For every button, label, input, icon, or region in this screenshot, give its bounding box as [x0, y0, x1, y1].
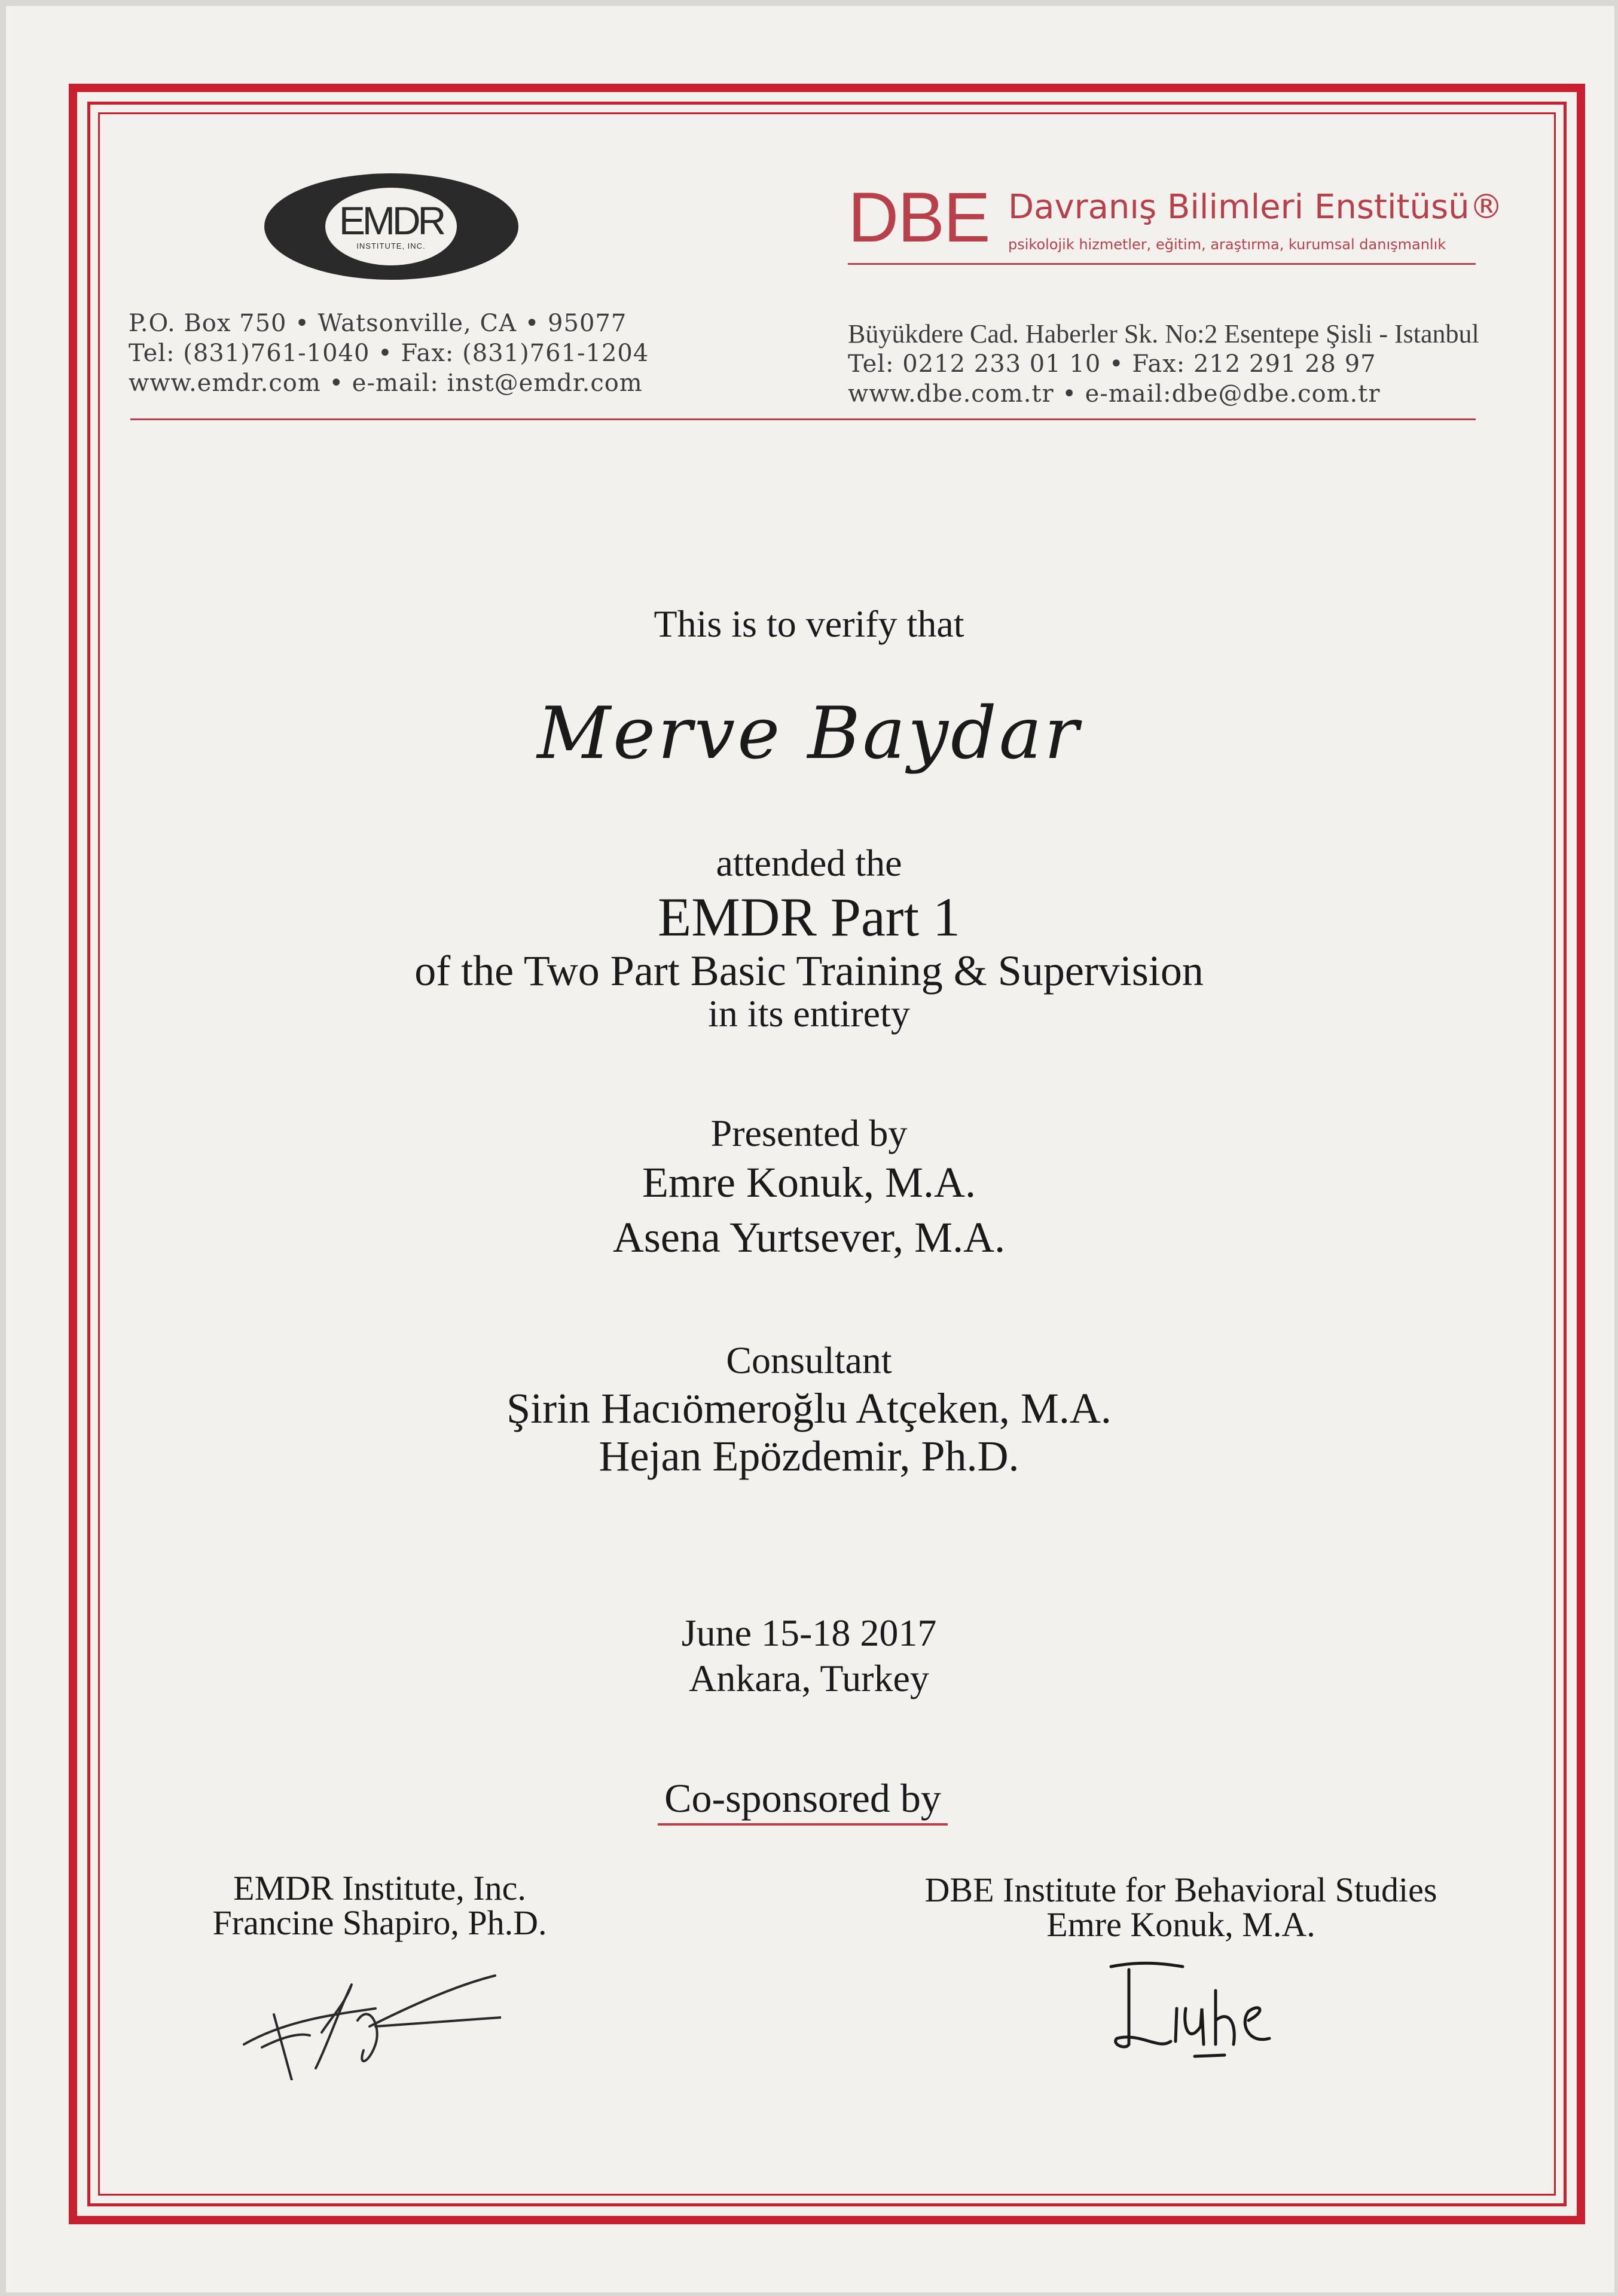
right-signature: [1105, 1955, 1272, 2068]
course-title: EMDR Part 1: [658, 886, 960, 947]
dbe-address-line2: Tel: 0212 233 01 10 • Fax: 212 291 28 97: [848, 350, 1376, 378]
header-divider: [130, 418, 1476, 420]
emdr-address-line2: Tel: (831)761-1040 • Fax: (831)761-1204: [129, 340, 649, 367]
presenter-1: Emre Konuk, M.A.: [642, 1158, 976, 1206]
dbe-address: [848, 319, 1479, 409]
consultant-label: Consultant: [726, 1339, 892, 1381]
left-sponsor-person: Francine Shapiro, Ph.D.: [212, 1903, 547, 1942]
event-location: Ankara, Turkey: [689, 1657, 929, 1699]
course-description: of the Two Part Basic Training & Supervision: [414, 947, 1204, 995]
right-sponsor: [897, 1870, 1465, 1944]
emdr-address-line3: www.emdr.com • e-mail: inst@emdr.com: [129, 369, 643, 397]
attended-text: attended the: [716, 842, 902, 884]
course-entirety: in its entirety: [708, 992, 910, 1035]
event-date: June 15-18 2017: [681, 1612, 937, 1654]
dbe-tagline: psikolojik hizmetler, eğitim, araştırma, kurumsal danışmanlık: [1008, 236, 1446, 253]
left-sponsor-org: EMDR Institute, Inc.: [233, 1869, 526, 1907]
emdr-address: [129, 308, 649, 398]
presenter-2: Asena Yurtsever, M.A.: [612, 1213, 1006, 1261]
dbe-name: Davranış Bilimleri Enstitüsü®: [1008, 188, 1503, 227]
left-signature: [238, 1943, 501, 2080]
cosponsored-label: Co-sponsored by: [664, 1775, 941, 1821]
recipient-name: Merve Baydar: [537, 692, 1081, 775]
emdr-address-line1: P.O. Box 750 • Watsonville, CA • 95077: [129, 310, 627, 337]
presented-by-label: Presented by: [710, 1112, 908, 1154]
dbe-logo-rule: [848, 263, 1476, 265]
dbe-address-line1: Büyükdere Cad. Haberler Sk. No:2 Esentepe Şisli - Istanbul: [848, 319, 1479, 348]
emdr-logo: [264, 173, 518, 280]
right-sponsor-person: Emre Konuk, M.A.: [1046, 1905, 1315, 1944]
consultant-2: Hejan Epözdemir, Ph.D.: [599, 1432, 1019, 1480]
right-sponsor-org: DBE Institute for Behavioral Studies: [924, 1870, 1437, 1909]
emdr-logo-text: EMDR: [338, 198, 444, 243]
cosponsored-underline: [658, 1823, 948, 1826]
dbe-address-line3: www.dbe.com.tr • e-mail:dbe@dbe.com.tr: [848, 380, 1381, 408]
consultant-1: Şirin Hacıömeroğlu Atçeken, M.A.: [506, 1384, 1112, 1432]
verify-text: This is to verify that: [654, 603, 964, 645]
left-sponsor: [203, 1871, 556, 1940]
dbe-logo-text: DBE: [848, 178, 990, 257]
emdr-logo-subtext: INSTITUTE, INC.: [356, 241, 426, 250]
